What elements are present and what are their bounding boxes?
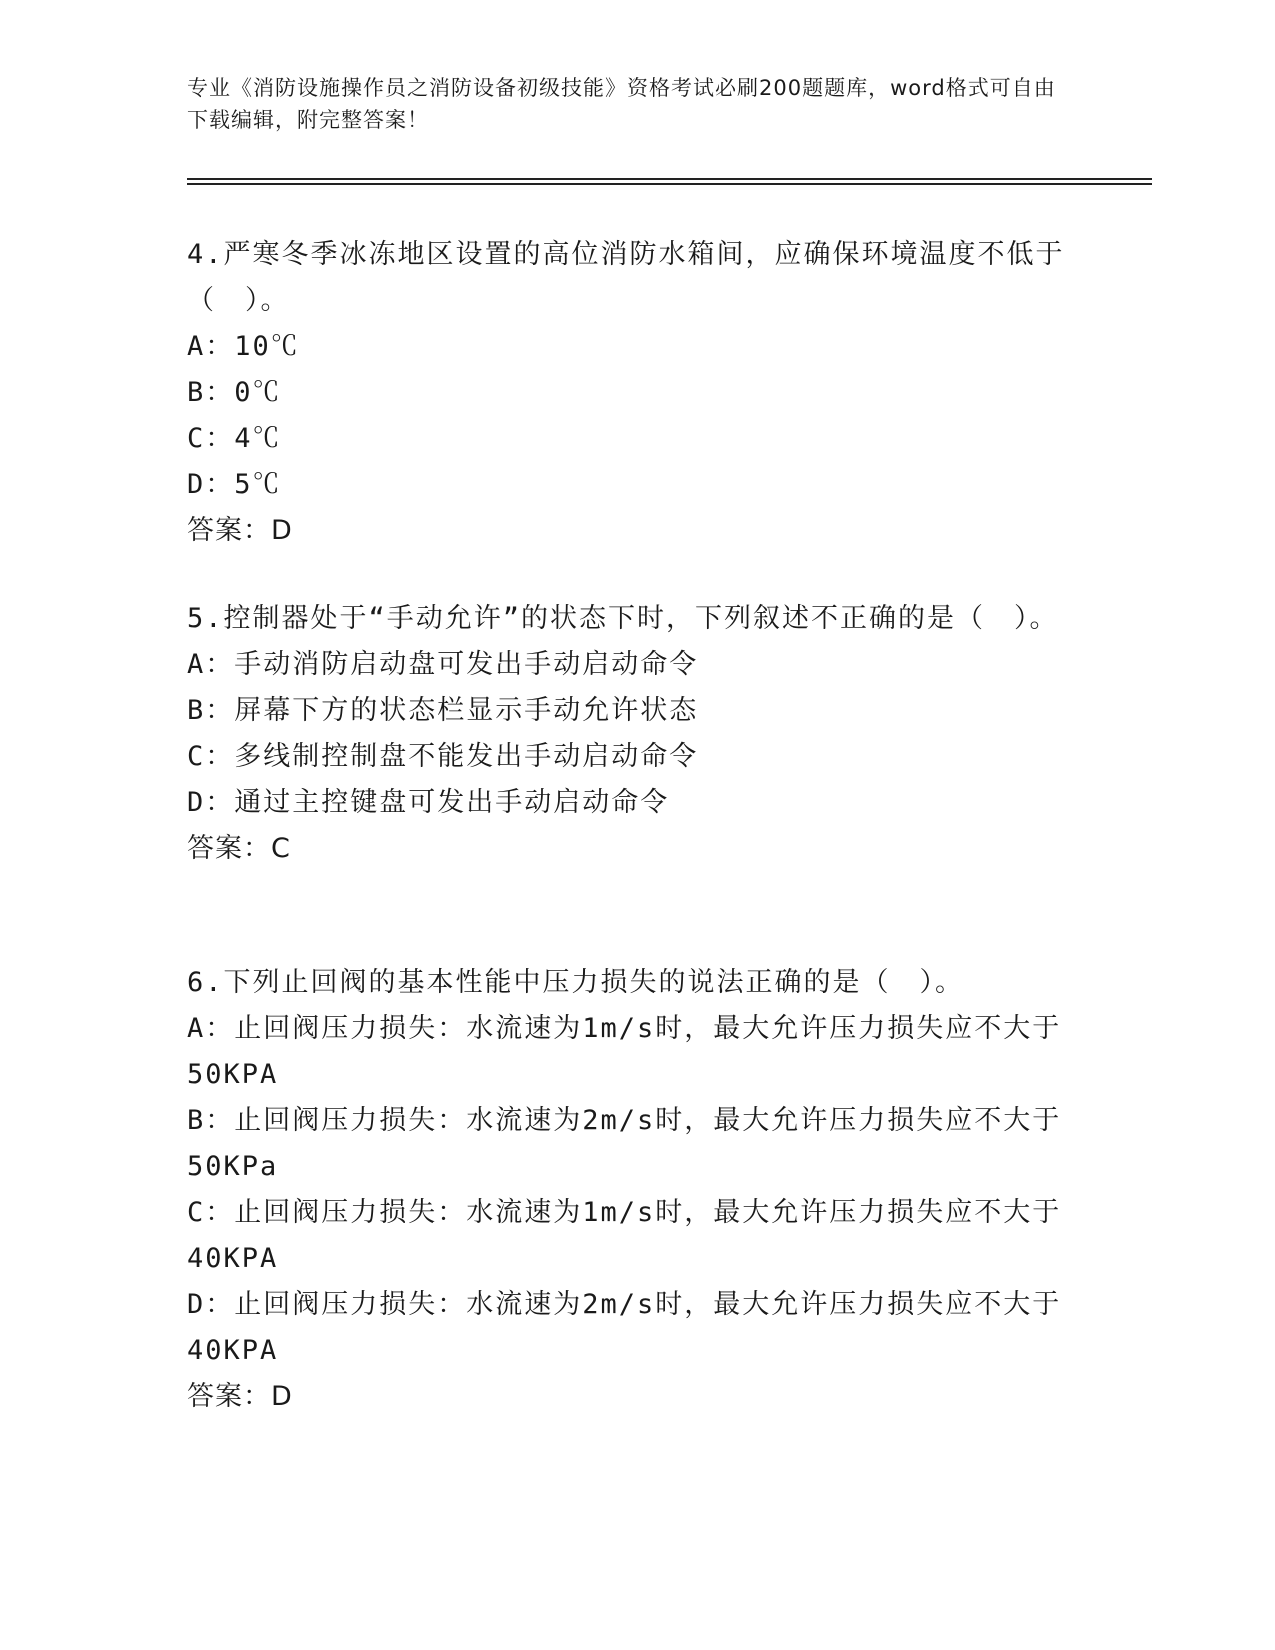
option-b: B：屏幕下方的状态栏显示手动允许状态 xyxy=(187,695,699,726)
option-b: B：止回阀压力损失：水流速为2m/s时，最大允许压力损失应不大于50KPa xyxy=(187,1105,1062,1182)
option-a: A：止回阀压力损失：水流速为1m/s时，最大允许压力损失应不大于50KPA xyxy=(187,1013,1062,1090)
option-d: D：通过主控键盘可发出手动启动命令 xyxy=(187,787,670,818)
header-divider-top xyxy=(187,178,1152,180)
question-stem: 5.控制器处于“手动允许”的状态下时，下列叙述不正确的是（ ）。 xyxy=(187,603,1059,634)
answer: 答案：D xyxy=(187,515,293,546)
question-4 xyxy=(187,232,1067,554)
option-a: A：10℃ xyxy=(187,331,300,362)
option-b: B：0℃ xyxy=(187,377,282,408)
option-d: D：5℃ xyxy=(187,469,282,500)
question-5 xyxy=(187,596,1067,872)
option-c: C：多线制控制盘不能发出手动启动命令 xyxy=(187,741,699,772)
question-6 xyxy=(187,960,1067,1420)
question-stem: 4.严寒冬季冰冻地区设置的高位消防水箱间，应确保环境温度不低于（ ）。 xyxy=(187,239,1065,316)
answer: 答案：C xyxy=(187,833,291,864)
option-c: C：4℃ xyxy=(187,423,282,454)
question-stem: 6.下列止回阀的基本性能中压力损失的说法正确的是（ ）。 xyxy=(187,967,965,998)
document-header: 专业《消防设施操作员之消防设备初级技能》资格考试必刷200题题库，word格式可自由下载编辑，附完整答案！ xyxy=(187,76,1056,132)
option-d: D：止回阀压力损失：水流速为2m/s时，最大允许压力损失应不大于40KPA xyxy=(187,1289,1062,1366)
answer: 答案：D xyxy=(187,1381,293,1412)
option-c: C：止回阀压力损失：水流速为1m/s时，最大允许压力损失应不大于40KPA xyxy=(187,1197,1062,1274)
option-a: A：手动消防启动盘可发出手动启动命令 xyxy=(187,649,699,680)
header-divider-bottom xyxy=(187,183,1152,185)
